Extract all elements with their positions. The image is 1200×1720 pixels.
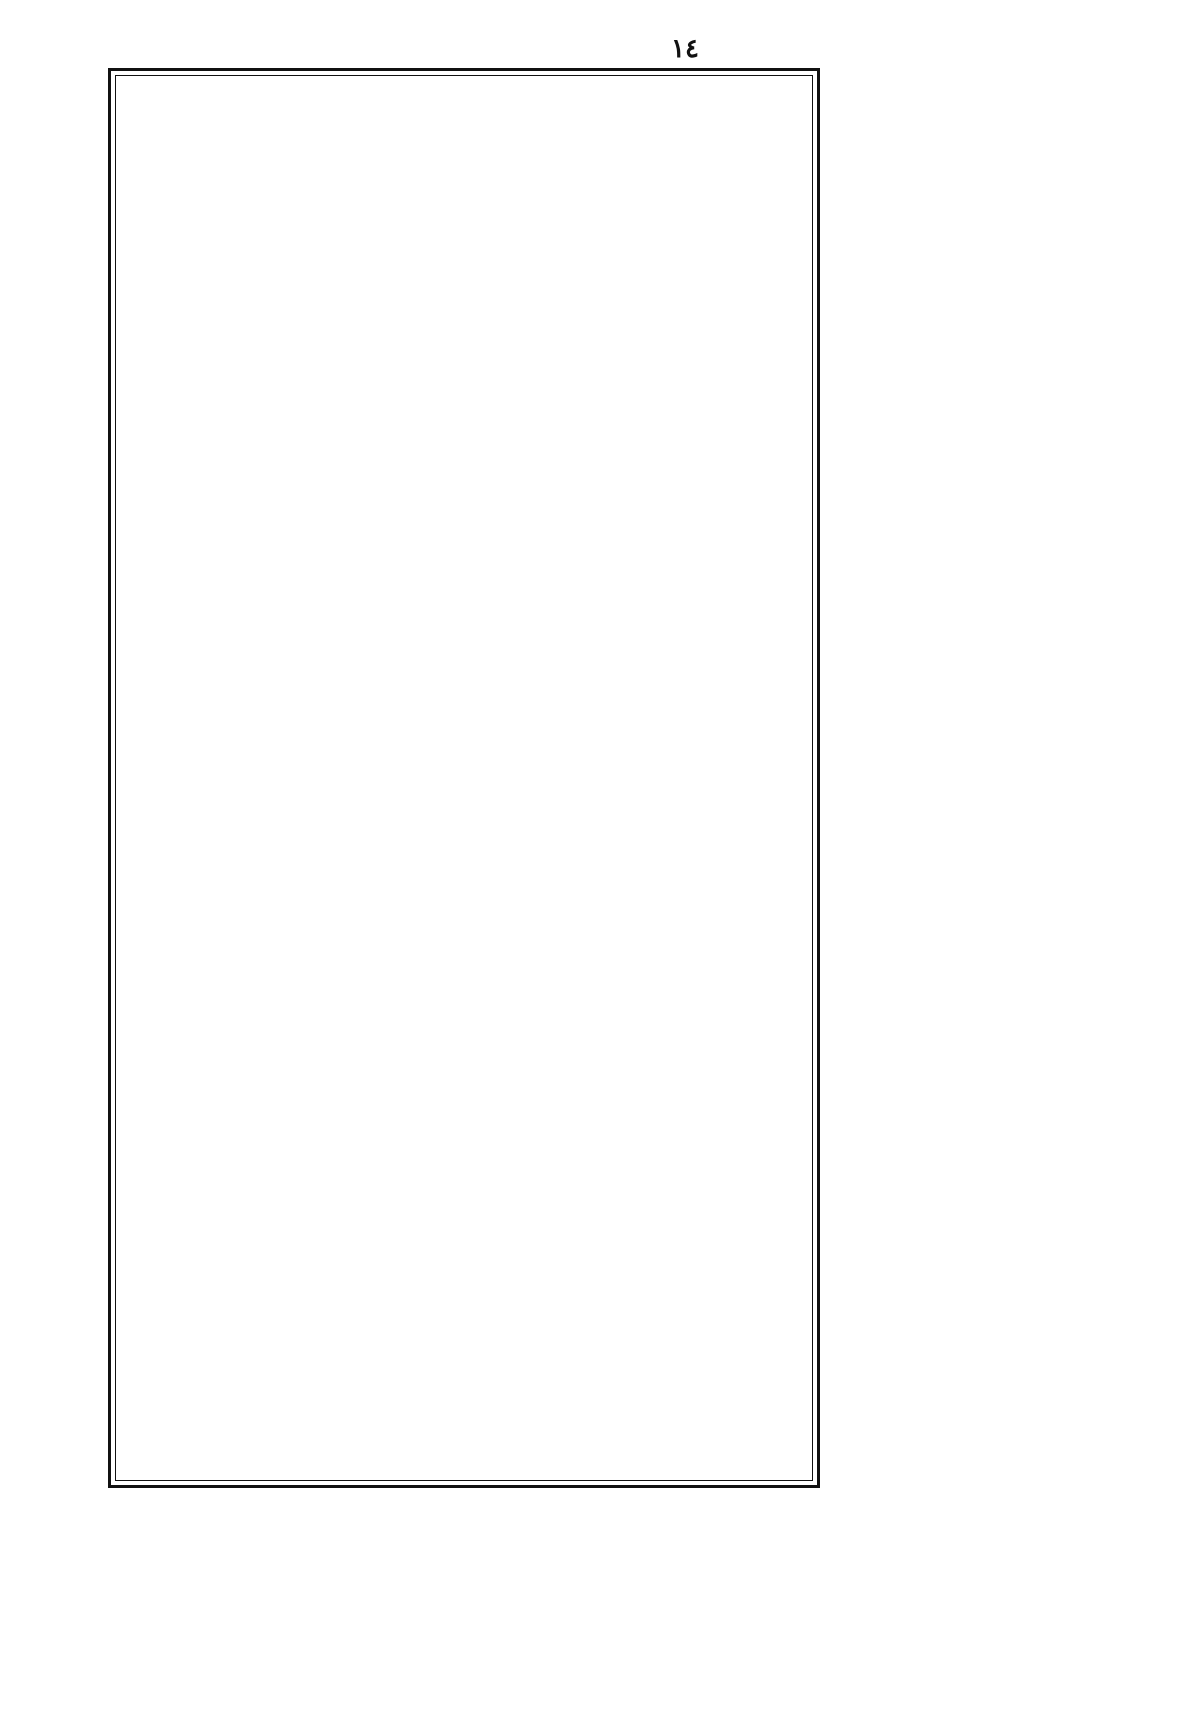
commentary-text xyxy=(118,80,810,1475)
page-number: ١٤ xyxy=(671,34,699,64)
main-text xyxy=(838,74,1138,1254)
